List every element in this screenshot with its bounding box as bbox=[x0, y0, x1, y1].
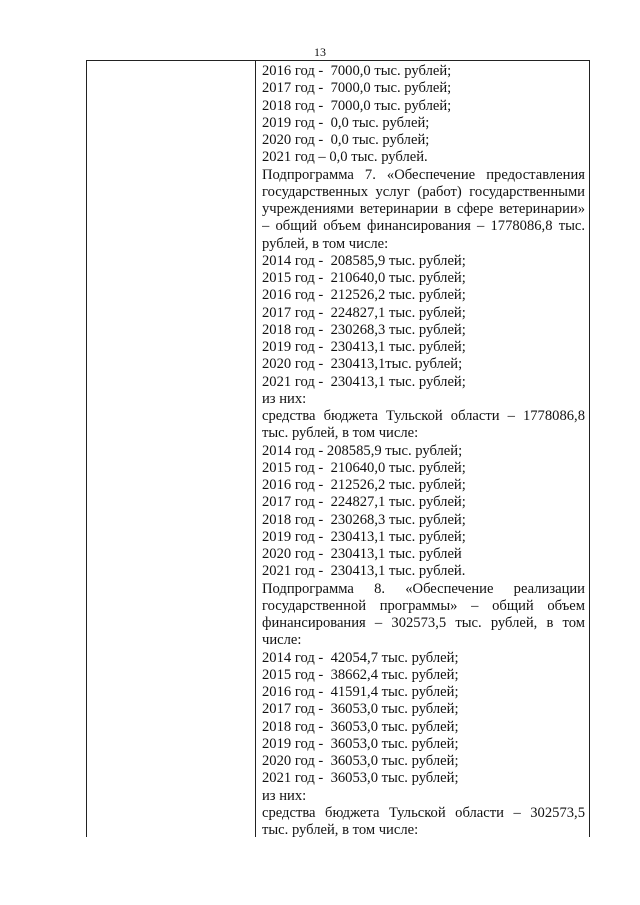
text-line: государственной программы» – общий объем bbox=[262, 597, 585, 614]
text-line: 2020 год - 230413,1тыс. рублей; bbox=[262, 356, 463, 373]
text-line: 2016 год - 212526,2 тыс. рублей; bbox=[262, 287, 466, 304]
text-line: 2015 год - 38662,4 тыс. рублей; bbox=[262, 666, 459, 683]
table-column-divider bbox=[255, 60, 256, 837]
text-line: 2019 год - 36053,0 тыс. рублей; bbox=[262, 735, 459, 752]
text-line: 2016 год - 41591,4 тыс. рублей; bbox=[262, 684, 459, 700]
text-line: 2017 год - 224827,1 тыс. рублей; bbox=[262, 494, 466, 511]
text-line: 2016 год - 7000,0 тыс. рублей; bbox=[262, 63, 452, 79]
text-line: 2021 год – 0,0 тыс. рублей. bbox=[262, 149, 428, 166]
table-right-cell bbox=[262, 63, 585, 839]
text-line: 2018 год - 36053,0 тыс. рублей; bbox=[262, 718, 459, 735]
text-line: государственных услуг (работ) государственными bbox=[262, 183, 585, 200]
text-line: 2018 год - 7000,0 тыс. рублей; bbox=[262, 97, 452, 114]
text-line: 2018 год - 230268,3 тыс. рублей; bbox=[262, 511, 466, 528]
text-line: 2017 год - 36053,0 тыс. рублей; bbox=[262, 701, 459, 718]
text-line: рублей, в том числе: bbox=[262, 235, 389, 252]
financing-table bbox=[86, 60, 590, 837]
text-line: учреждениями ветеринарии в сфере ветеринарии» bbox=[262, 201, 585, 217]
text-line: 2017 год - 224827,1 тыс. рублей; bbox=[262, 304, 466, 321]
text-line: числе: bbox=[262, 632, 302, 649]
text-line: 2020 год - 36053,0 тыс. рублей; bbox=[262, 753, 459, 769]
text-line: 2015 год - 210640,0 тыс. рублей; bbox=[262, 270, 466, 286]
text-line: 2021 год - 230413,1 тыс. рублей; bbox=[262, 373, 466, 390]
text-line: Подпрограмма 7. «Обеспечение предоставления bbox=[262, 166, 585, 183]
text-line: тыс. рублей, в том числе: bbox=[262, 822, 419, 838]
table-right-border bbox=[589, 60, 590, 837]
text-line: 2015 год - 210640,0 тыс. рублей; bbox=[262, 459, 466, 476]
text-line: тыс. рублей, в том числе: bbox=[262, 425, 419, 442]
text-line: 2021 год - 36053,0 тыс. рублей; bbox=[262, 770, 459, 787]
text-line: Подпрограмма 8. «Обеспечение реализации bbox=[262, 580, 585, 597]
table-top-border bbox=[86, 60, 590, 61]
text-line: средства бюджета Тульской области – 1778086,8 bbox=[262, 408, 585, 424]
text-line: 2019 год - 0,0 тыс. рублей; bbox=[262, 114, 430, 131]
text-line: 2014 год - 42054,7 тыс. рублей; bbox=[262, 649, 459, 666]
page-number: 13 bbox=[314, 45, 326, 59]
text-line: средства бюджета Тульской области – 302573,5 bbox=[262, 804, 585, 821]
text-line: 2016 год - 212526,2 тыс. рублей; bbox=[262, 477, 466, 493]
text-line: 2020 год - 230413,1 тыс. рублей bbox=[262, 546, 462, 562]
text-line: 2017 год - 7000,0 тыс. рублей; bbox=[262, 80, 452, 97]
text-line: – общий объем финансирования – 1778086,8 тыс. bbox=[262, 218, 585, 235]
text-line: 2021 год - 230413,1 тыс. рублей. bbox=[262, 563, 466, 580]
table-left-border bbox=[86, 60, 87, 837]
text-line: 2014 год - 208585,9 тыс. рублей; bbox=[262, 252, 466, 269]
text-line: финансирования – 302573,5 тыс. рублей, в том bbox=[262, 615, 585, 631]
text-line: 2019 год - 230413,1 тыс. рублей; bbox=[262, 528, 466, 545]
text-line: 2019 год - 230413,1 тыс. рублей; bbox=[262, 339, 466, 355]
text-line: 2020 год - 0,0 тыс. рублей; bbox=[262, 132, 430, 148]
text-line: 2018 год - 230268,3 тыс. рублей; bbox=[262, 321, 466, 338]
text-line: 2014 год - 208585,9 тыс. рублей; bbox=[262, 442, 463, 459]
text-line: из них: bbox=[262, 787, 307, 804]
text-line: из них: bbox=[262, 390, 307, 407]
